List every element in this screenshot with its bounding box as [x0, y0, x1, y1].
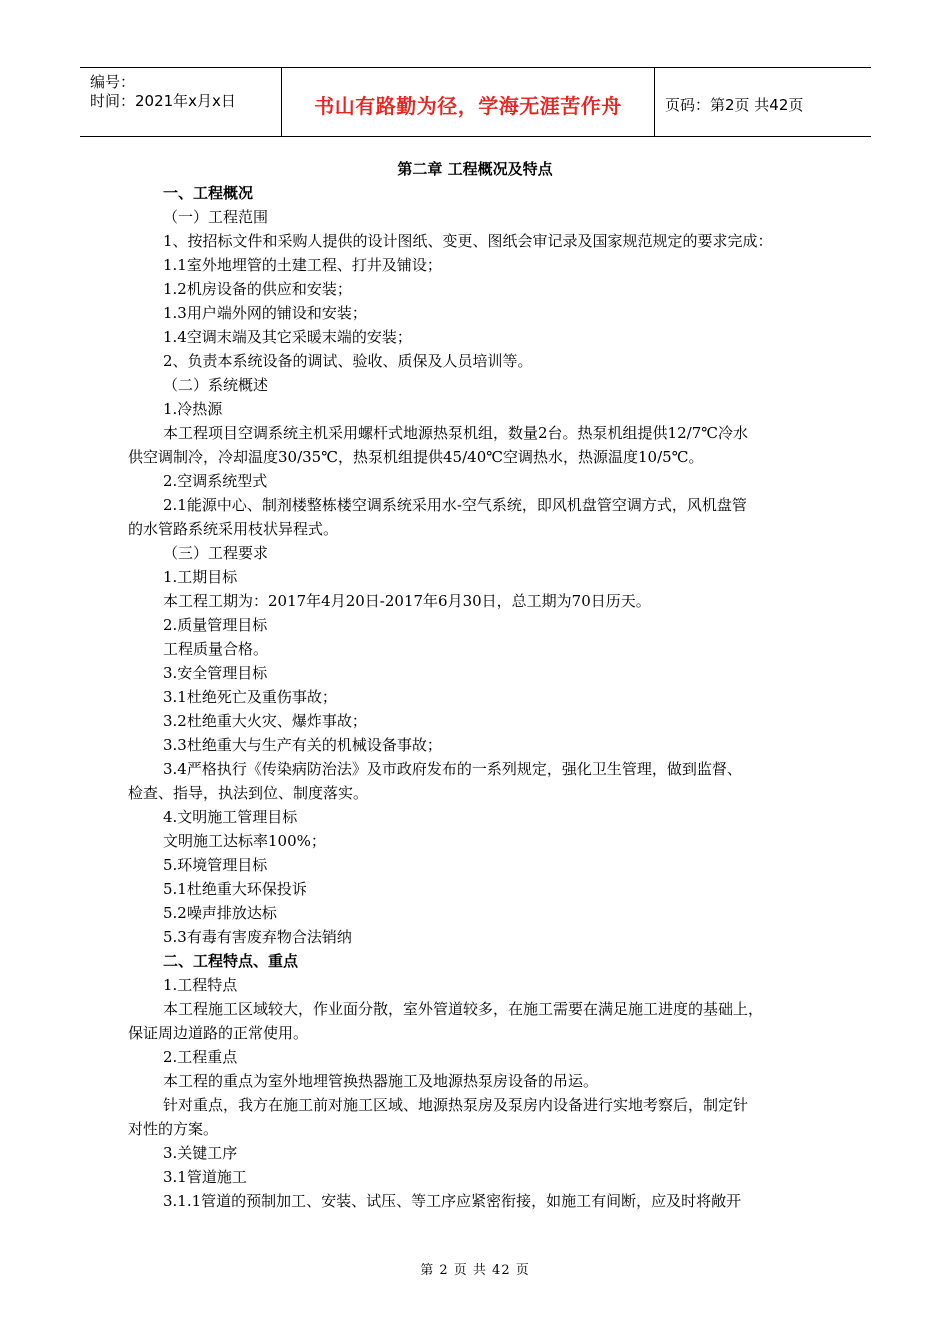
text-line: 3.安全管理目标 [163, 664, 268, 682]
text-line: 检查、指导，执法到位、制度落实。 [128, 784, 369, 802]
text-line: 文明施工达标率100%； [163, 832, 326, 850]
text-line: 的水管路系统采用枝状异程式。 [128, 520, 339, 538]
header-middle-cell [282, 68, 655, 136]
text-line: 1.工程特点 [163, 976, 238, 994]
doc-time: 时间：2021年x月x日 [90, 92, 236, 110]
text-line: 2.工程重点 [163, 1048, 238, 1066]
text-line: 1.1室外地埋管的土建工程、打井及铺设； [163, 256, 442, 274]
text-line: 针对重点，我方在施工前对施工区域、地源热泵房及泵房内设备进行实地考察后，制定针 [163, 1096, 749, 1114]
text-line: 本工程工期为：2017年4月20日-2017年6月30日，总工期为70日历天。 [163, 592, 651, 610]
text-line: 5.2噪声排放达标 [163, 904, 277, 922]
doc-code-label: 编号： [90, 73, 136, 91]
text-line: 3.2杜绝重大火灾、爆炸事故； [163, 712, 367, 730]
text-line: 工程质量合格。 [163, 640, 269, 658]
text-line: 1.3用户端外网的铺设和安装； [163, 304, 367, 322]
text-line: （一）工程范围 [163, 208, 269, 226]
header-motto: 书山有路勤为径，学海无涯苦作舟 [314, 94, 622, 118]
chapter-title: 第二章 工程概况及特点 [397, 160, 553, 178]
text-line: 本工程施工区域较大，作业面分散，室外管道较多，在施工需要在满足施工进度的基础上， [163, 1000, 764, 1018]
text-line: （三）工程要求 [163, 544, 269, 562]
section-heading: 二、工程特点、重点 [163, 952, 299, 970]
text-line: 3.3杜绝重大与生产有关的机械设备事故； [163, 736, 442, 754]
text-line: 1.4空调末端及其它采暖末端的安装； [163, 328, 412, 346]
page-header [80, 67, 871, 137]
header-left-cell [80, 68, 282, 136]
text-line: 3.4严格执行《传染病防治法》及市政府发布的一系列规定，强化卫生管理，做到监督、 [163, 760, 742, 778]
text-line: 2.1能源中心、制剂楼整栋楼空调系统采用水-空气系统，即风机盘管空调方式，风机盘管 [163, 496, 747, 514]
text-line: 5.3有毒有害废弃物合法销纳 [163, 928, 352, 946]
text-line: 2、负责本系统设备的调试、验收、质保及人员培训等。 [163, 352, 533, 370]
text-line: 3.1杜绝死亡及重伤事故； [163, 688, 337, 706]
text-line: 1、按招标文件和采购人提供的设计图纸、变更、图纸会审记录及国家规范规定的要求完成： [163, 232, 773, 250]
text-line: 3.1管道施工 [163, 1168, 247, 1186]
header-right-cell [655, 68, 871, 136]
text-line: （二）系统概述 [163, 376, 269, 394]
text-line: 保证周边道路的正常使用。 [128, 1024, 309, 1042]
text-line: 供空调制冷，冷却温度30/35℃，热泵机组提供45/40℃空调热水，热源温度10/5℃。 [128, 448, 704, 466]
text-line: 1.2机房设备的供应和安装； [163, 280, 352, 298]
text-line: 5.环境管理目标 [163, 856, 268, 874]
text-line: 1.冷热源 [163, 400, 223, 418]
text-line: 对性的方案。 [128, 1120, 219, 1138]
text-line: 5.1杜绝重大环保投诉 [163, 880, 307, 898]
text-line: 3.关键工序 [163, 1144, 238, 1162]
text-line: 本工程的重点为室外地埋管换热器施工及地源热泵房设备的吊运。 [163, 1072, 599, 1090]
text-line: 3.1.1管道的预制加工、安装、试压、等工序应紧密衔接，如施工有间断，应及时将敞开 [163, 1192, 742, 1210]
text-line: 本工程项目空调系统主机采用螺杆式地源热泵机组，数量2台。热泵机组提供12/7℃冷水 [163, 424, 749, 442]
header-page-number: 页码：第2页 共42页 [665, 96, 804, 114]
text-line: 4.文明施工管理目标 [163, 808, 298, 826]
section-heading: 一、工程概况 [163, 184, 254, 202]
page-footer: 第 2 页 共 42 页 [420, 1263, 530, 1278]
text-line: 1.工期目标 [163, 568, 238, 586]
text-line: 2.空调系统型式 [163, 472, 268, 490]
text-line: 2.质量管理目标 [163, 616, 268, 634]
